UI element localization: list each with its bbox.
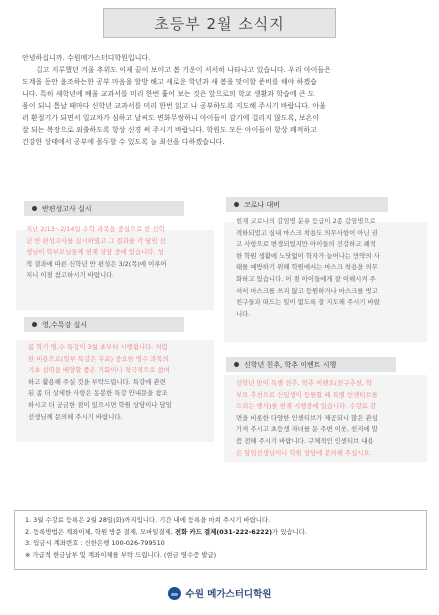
event-heading-text: 신학년 친추, 학추 이벤트 시행: [244, 360, 337, 369]
event-body-line: 신학년 맞이 특별 친추, 학추 이벤트(친구추천, 학: [236, 379, 373, 387]
corona-panel-body: [236, 216, 426, 320]
exam-body-line: 생님이 학부모님들께 현재 상담 중에 있습니다. 성: [26, 248, 164, 257]
english-body-line: 한 비용으로(일부 특강은 무료) 중요한 영수 과목의: [28, 354, 169, 363]
intro-line: 움이 되니 틈날 때마다 신학년 교과서를 미리 한번 읽고 나 공부하도록 지도해 주시기 바랍니다. 아울: [22, 102, 326, 110]
intro-line: 러 환절기가 되면서 일교차가 심하고 날씨도 변화무쌍하니 아이들이 감기에 걸리지 않도록, 보온이: [22, 114, 320, 122]
corona-body-line: 화하고 있습니다. 이 점 아이들에게 잘 이해시켜 주: [236, 274, 376, 283]
footer-brand: [0, 582, 439, 604]
exam-body-line: 적 결과에 따른 신학년 반 편성은 3/2(목)에 이루어: [26, 259, 167, 268]
event-body-line: 부모 추천으로 신입생이 등원할 때 특별 인센티브를: [236, 390, 378, 399]
notice-line: ※ 가급적 현금납부 및 계좌이체를 부탁 드립니다. (현금 영수증 발급): [25, 550, 217, 559]
special-class-heading-text: 영,수특강 실시: [42, 320, 88, 329]
intro-line: 건강한 상태에서 공부에 몰두할 수 있도록 늘 최선을 다하겠습니다.: [22, 138, 225, 146]
exam-body-line: 지난 2/13~2/14일 수학 과목을 중심으로 한 신학: [26, 225, 165, 233]
bullet-icon: [234, 202, 239, 207]
event-body-line: 가져 주시고 초등생 자녀를 둔 주변 이웃, 친지에 말: [236, 425, 378, 434]
corona-body-line: 현재 코로나의 감염병 분류 등급이 2종 감염병으로: [236, 217, 376, 225]
corona-body-line: 셔서 마스크를 쓰지 않고 등원하거나 마스크를 벗고: [236, 286, 378, 295]
intro-line: 안녕하십니까. 수원메가스터디학원입니다.: [22, 54, 151, 62]
academy-name: 수원 메가스터디학원: [185, 589, 272, 600]
corona-body-line: 한 학원 생활에 노닷없이 학자가 늘어나는 만약의 사: [236, 251, 380, 260]
event-heading: [226, 357, 396, 372]
intro-line: 길고 지루했던 겨울 추위도 이제 끝이 보이고 봄 기운이 서서히 나타나고 있습니다. 우리 아이들은: [36, 66, 331, 74]
notice-line: 2. 등록방법은 계좌이체, 학원 방문 결제, 모바일결제, 전화 카드 결제(031-222-6222)가 있습니다.: [25, 527, 307, 536]
intro-line: 도계을 동안 윤조하는한 공부 마음을 할방 해고 새로운 학년과 새 봄을 맞이할 준비를 해야 하겠습: [22, 78, 317, 86]
english-body-line: 선생님께 문의해 주시기 바랍니다.: [28, 412, 123, 421]
newsletter-title: [103, 8, 336, 38]
event-panel-body: [236, 378, 426, 459]
megastudy-logo-icon: [168, 587, 181, 600]
corona-body-line: 니다.: [236, 309, 251, 318]
notice-line: 1. 3월 수강료 등록은 2월 28일(화)까지입니다. 기간 내에 등록을 마쳐 주시기 바랍니다.: [25, 516, 271, 524]
bullet-icon: [32, 206, 37, 211]
english-body-line: 기초 실력을 배양할 좋은 기회이니 적극적으로 참여: [28, 366, 170, 375]
event-body-line: 은 담임선생님이나 학원 상담에 문의해 주십시오.: [236, 448, 372, 457]
special-class-heading: [24, 317, 184, 332]
corona-body-line: 격하되었고 실내 마스크 착용도 의무사항이 아닌 권: [236, 228, 378, 237]
bullet-icon: [32, 322, 37, 327]
english-body-line: 된 좀 더 상세한 사항은 동봉한 특강 안내문을 참조: [28, 389, 168, 398]
exam-panel-body: [26, 224, 211, 282]
notice-line: 3. 입금시 계좌번호 : 신한은행 100-026-799510: [25, 539, 165, 547]
special-class-body: [28, 342, 213, 423]
english-body-line: 하시고 더 궁금한 점이 있으시면 학원 상담이나 담임: [28, 400, 172, 409]
event-body-line: 드리는 행사)를 현재 시행중에 있습니다. 수강료 감: [236, 402, 377, 411]
english-body-line: 봄 학기 영,수 특강이 3월 초부터 시행됩니다. 저렴: [28, 343, 168, 351]
corona-heading-text: 코로나 대비: [244, 200, 281, 209]
corona-body-line: 친구들과 떠드는 일이 없도록 잘 지도해 주시기 바랍: [236, 298, 380, 307]
english-body-line: 하고 활용해 주실 것을 부탁드립니다. 특강에 관련: [28, 377, 166, 386]
payment-notice-box: [14, 510, 427, 570]
bullet-icon: [234, 362, 239, 367]
exam-panel-heading: [24, 201, 184, 216]
event-body-line: 면을 비롯한 다양한 인센티브가 제공되니 많은 관심: [236, 413, 378, 422]
exam-body-line: 지니 이점 참고하시기 바랍니다.: [26, 271, 115, 280]
corona-body-line: 고 사항으로 변경되었지만 아이들의 건강하고 쾌적: [236, 240, 376, 249]
intro-line: 니다. 특히 새학년에 배울 교과서를 미리 한번 훑어 보는 것은 앞으로의 학교 생활과 학습에 큰 도: [22, 90, 315, 98]
intro-letter: [22, 52, 418, 148]
exam-body-line: 년 반 편성고사를 실시하였고 그 결과를 각 담임 선: [26, 236, 166, 245]
newsletter-title-text: 초등부 2월 소식지: [154, 14, 285, 33]
corona-body-line: 태를 예방하기 위해 학원에서는 마스크 착용을 의무: [236, 263, 378, 272]
intro-line: 잘 되는 복장으로 외출하도록 항상 신경 써 주시기 바랍니다. 학원도 모든 아이들이 항상 쾌적하고: [22, 126, 317, 134]
exam-heading-text: 반편성고사 실시: [42, 204, 92, 213]
corona-heading: [226, 197, 388, 212]
event-body-line: 씀 전해 주시기 바랍니다. 구체적인 인센티브 내용: [236, 436, 374, 445]
